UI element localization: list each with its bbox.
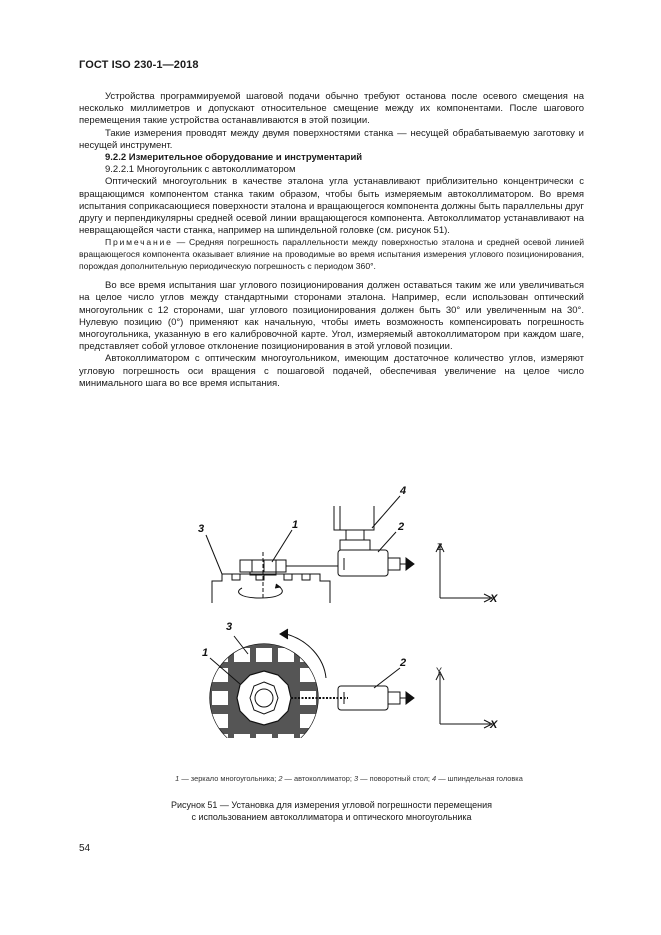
leader-4 — [372, 496, 400, 528]
paragraph: Оптический многоугольник в качестве эталона угла устанавливают приблизительно концентрически с вращающимся компонентом станка таким образом, чтобы быть измеряемым автоколлиматором. Во время испытания соприкасающиеся поверхности эталона и вращающегося компонента должны быть параллельны друг другу и перпендикулярны средней осевой линии вращающегося компонента. Автоколлиматор устанавливают на невращающейся части станка, например на шпиндельной головке (см. рисунок 51). — [79, 176, 584, 237]
paragraph: Во все время испытания шаг углового позиционирования должен оставаться таким же или увеличиваться на целое число углов между стандартными сторонами эталона. Например, если использован оптический многоугольник с 12 сторонами, шаг углового позиционирования должен быть 30° или увеличенным на 30°. Нулевую позицию (0°) применяют как начальную, чтобы иметь возможность компенсировать погрешность многоугольника, указанную в его калибровочной карте. Угол, измеряемый автоколлиматором при каждом шаге, представляет собой угловое отклонение позиционирования в этой угловой позиции. — [79, 280, 584, 353]
legend-text: — поворотный стол; — [358, 774, 433, 783]
legend-num: 2 — [278, 774, 283, 783]
axis-x-label-top: X — [490, 593, 498, 605]
polygon-mirror-side — [240, 552, 286, 598]
page-number: 54 — [79, 843, 91, 854]
leader-3-top — [206, 535, 222, 574]
leader-2-plan — [374, 668, 400, 688]
autocollimator-side — [338, 550, 414, 576]
leader-2-top — [378, 532, 396, 552]
legend-text: — автоколлиматор; — [282, 774, 354, 783]
figure-legend — [79, 774, 619, 783]
note-text: — Средняя погрешность параллельности между поверхностью эталона и средней осевой линией вращающегося компонента оказывает влияние на проводимые во время испытания измерения углового позиционирования, порождая дополнительную периодическую погрешность с периодом 360°. — [79, 237, 584, 271]
section-heading: 9.2.2 Измерительное оборудование и инструментарий — [105, 152, 363, 164]
axes-yx — [436, 672, 492, 728]
axis-x-label-plan: X — [490, 719, 498, 731]
paragraph: Устройства программируемой шаговой подачи обычно требуют останова после осевого смещения на несколько миллиметров и допускают относительное смещение между их компонентами. После шагового перемещения такие устройства останавливаются в этой позиции. — [79, 91, 584, 127]
note-label: Примечание — [105, 237, 173, 248]
leader-1-top — [272, 530, 292, 562]
figure-drawing — [160, 478, 520, 738]
legend-num: 3 — [353, 774, 359, 783]
polygon-mirror-plan — [237, 671, 291, 725]
label-1-top: 1 — [292, 519, 299, 531]
caption-line-1: Рисунок 51 — Установка для измерения угловой погрешности перемещения — [170, 800, 493, 810]
document-header: ГОСТ ISO 230-1—2018 — [79, 59, 199, 71]
axes-zx — [436, 544, 492, 602]
rotary-table-side — [212, 574, 330, 603]
label-1-plan: 1 — [202, 647, 209, 659]
legend-num: 4 — [432, 774, 437, 783]
label-3-plan: 3 — [226, 621, 233, 633]
legend-num: 1 — [175, 774, 180, 783]
axis-z-label: Z — [437, 542, 443, 552]
label-2-plan: 2 — [400, 657, 407, 669]
figure-caption — [79, 799, 584, 823]
label-4: 4 — [400, 485, 407, 497]
figure-51 — [160, 478, 520, 738]
legend-text: — шпиндельная головка — [436, 774, 523, 783]
body-text — [79, 91, 584, 390]
note — [79, 237, 584, 272]
label-3-top: 3 — [198, 523, 205, 535]
caption-line-2: с использованием автоколлиматора и оптического многоугольника — [191, 812, 472, 822]
paragraph: Такие измерения проводят между двумя поверхностями станка — несущей обрабатываемую заготовку и несущей инструмент. — [79, 127, 584, 151]
label-2-top: 2 — [398, 521, 405, 533]
paragraph: Автоколлиматором с оптическим многоугольником, имеющим достаточное количество углов, измеряют угловую погрешность оси вращения с пошаговой подачей, обеспечивая увеличение на целое число минимального шага во все время испытания. — [79, 353, 584, 389]
legend-text: — зеркало многоугольника; — [179, 774, 279, 783]
axis-y-label: Y — [436, 666, 443, 676]
spindle-head — [334, 506, 374, 550]
autocollimator-plan — [338, 686, 414, 710]
rotation-arrowhead — [280, 629, 288, 639]
subsection-heading: 9.2.2.1 Многоугольник с автоколлиматором — [105, 164, 296, 176]
